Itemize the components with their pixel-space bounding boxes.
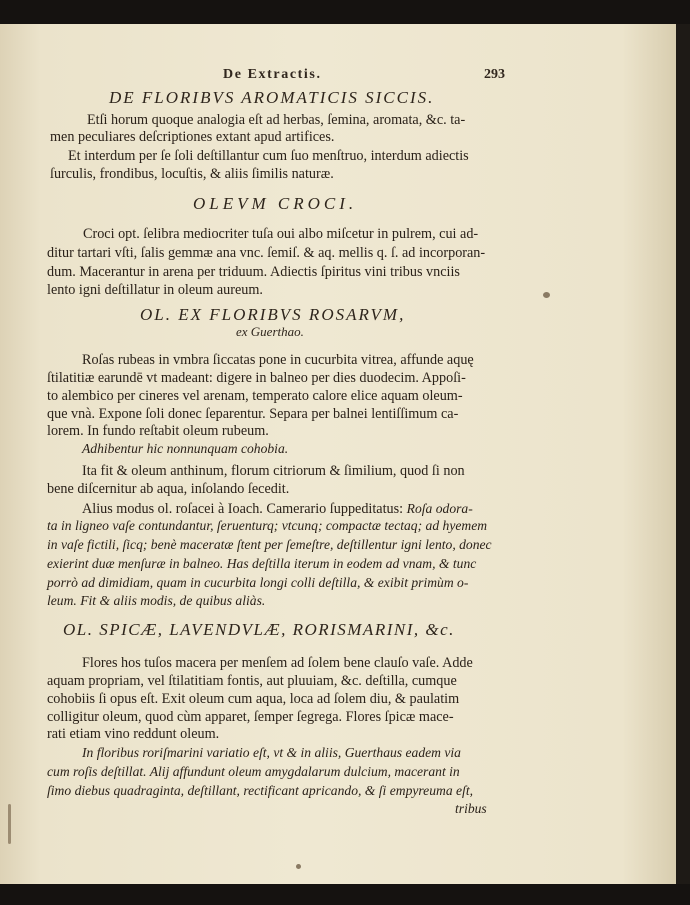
section-title-rosarum: OL. EX FLORIBVS ROSARVM, xyxy=(140,305,406,324)
section-title-spicae: OL. SPICÆ, LAVENDVLÆ, RORISMARINI, &c. xyxy=(63,620,455,639)
italic-line: ta in ligneo vaſe contundantur, ſeruenturq; vtcunq; compactæ tectaq; ad hyemem xyxy=(47,518,488,533)
body-line: Et interdum per ſe ſoli deſtillantur cum ſuo menſtruo, interdum adiectis xyxy=(68,148,469,164)
body-line: que vnà. Expone ſoli donec ſeparentur. Separa per balnei lentiſſimum ca- xyxy=(47,406,459,422)
mixed-italic: Roſa odora- xyxy=(406,501,473,516)
section-subtitle: ex Guerthao. xyxy=(236,324,304,339)
mixed-roman: Alius modus ol. roſacei à Ioach. Camerario ſuppeditatus: xyxy=(82,501,407,517)
body-line: ditur tartari vſti, ſalis gemmæ ana vnc. ſemiſ. & aq. mellis q. ſ. ad incorporan- xyxy=(47,245,486,261)
body-line: cohobiis ſi opus eſt. Exit oleum cum aqua, loca ad ſolem diu, & paulatim xyxy=(47,691,460,707)
ink-speck xyxy=(296,864,301,869)
italic-line: leum. Fit & aliis modis, de quibus aliàs. xyxy=(47,593,266,608)
section-title-oleum-croci: OLEVM CROCI. xyxy=(193,194,358,213)
catchword: tribus xyxy=(455,801,487,816)
body-line: rati etiam vino reddunt oleum. xyxy=(47,726,220,742)
italic-line: porrò ad dimidiam, quam in cucurbita longi colli deſtilla, & exibit primùm o- xyxy=(47,575,469,590)
running-title: De Extractis. xyxy=(223,67,322,82)
book-page xyxy=(0,24,676,884)
mixed-line xyxy=(82,500,473,516)
italic-note: Adhibentur hic nonnunquam cohobia. xyxy=(82,441,289,456)
body-line: ſtilatitiæ earundē vt madeant: digere in balneo per dies duodecim. Appoſi- xyxy=(47,370,466,386)
body-line: lento igni deſtillatur in oleum aureum. xyxy=(47,282,263,298)
ink-speck xyxy=(543,292,550,298)
page-edge-shadow xyxy=(676,24,690,884)
body-line: dum. Macerantur in arena per triduum. Adiectis ſpiritus vini tribus vnciis xyxy=(47,264,460,280)
body-line: lorem. In fundo reſtabit oleum rubeum. xyxy=(47,423,269,439)
section-title-floribus-aromaticis: DE FLORIBVS AROMATICIS SICCIS. xyxy=(109,88,435,107)
italic-line: cum roſis deſtillat. Alij affundunt oleum amygdalarum dulcium, macerant in xyxy=(47,764,460,779)
italic-line: exierint duæ menſuræ in balneo. Has deſtilla iterum in eodem ad vnam, & tunc xyxy=(47,556,477,571)
italic-line: in vaſe fictili, ſicq; benè maceratæ ſtent per ſemeſtre, deſtillentur igni lento, donec xyxy=(47,537,492,552)
margin-stain xyxy=(8,804,11,844)
page-number: 293 xyxy=(484,67,505,82)
body-line: Ita fit & oleum anthinum, florum citriorum & ſimilium, quod ſi non xyxy=(82,463,465,479)
body-line: Flores hos tuſos macera per menſem ad ſolem bene clauſo vaſe. Adde xyxy=(82,655,473,671)
body-line: bene diſcernitur ab aqua, inſolando ſecedit. xyxy=(47,481,290,497)
body-line: Etſi horum quoque analogia eſt ad herbas, ſemina, aromata, &c. ta- xyxy=(87,112,466,128)
italic-line: In floribus roriſmarini variatio eſt, vt & in aliis, Guerthaus eadem via xyxy=(82,745,461,760)
body-line: Croci opt. ſelibra mediocriter tuſa oui albo miſcetur in pulrem, cui ad- xyxy=(83,226,479,242)
body-line: ſurculis, frondibus, locuſtis, & aliis ſimilis naturæ. xyxy=(50,166,334,182)
body-line: Roſas rubeas in vmbra ſiccatas pone in cucurbita vitrea, affunde aquę xyxy=(82,352,474,368)
body-line: men peculiares deſcriptiones extant apud artifices. xyxy=(50,129,335,145)
body-line: colligitur oleum, quod cùm apparet, ſemper ſegrega. Flores ſpicæ mace- xyxy=(47,709,454,725)
body-line: to alembico per cineres vel arenam, temperato calore elice aquam oleum- xyxy=(47,388,463,404)
body-line: aquam propriam, vel ſtilatitiam fontis, aut pluuiam, &c. deſtilla, cumque xyxy=(47,673,457,689)
italic-line: ſimo diebus quadraginta, deſtillant, rectificant apricando, & ſi empyreuma eſt, xyxy=(47,783,474,798)
